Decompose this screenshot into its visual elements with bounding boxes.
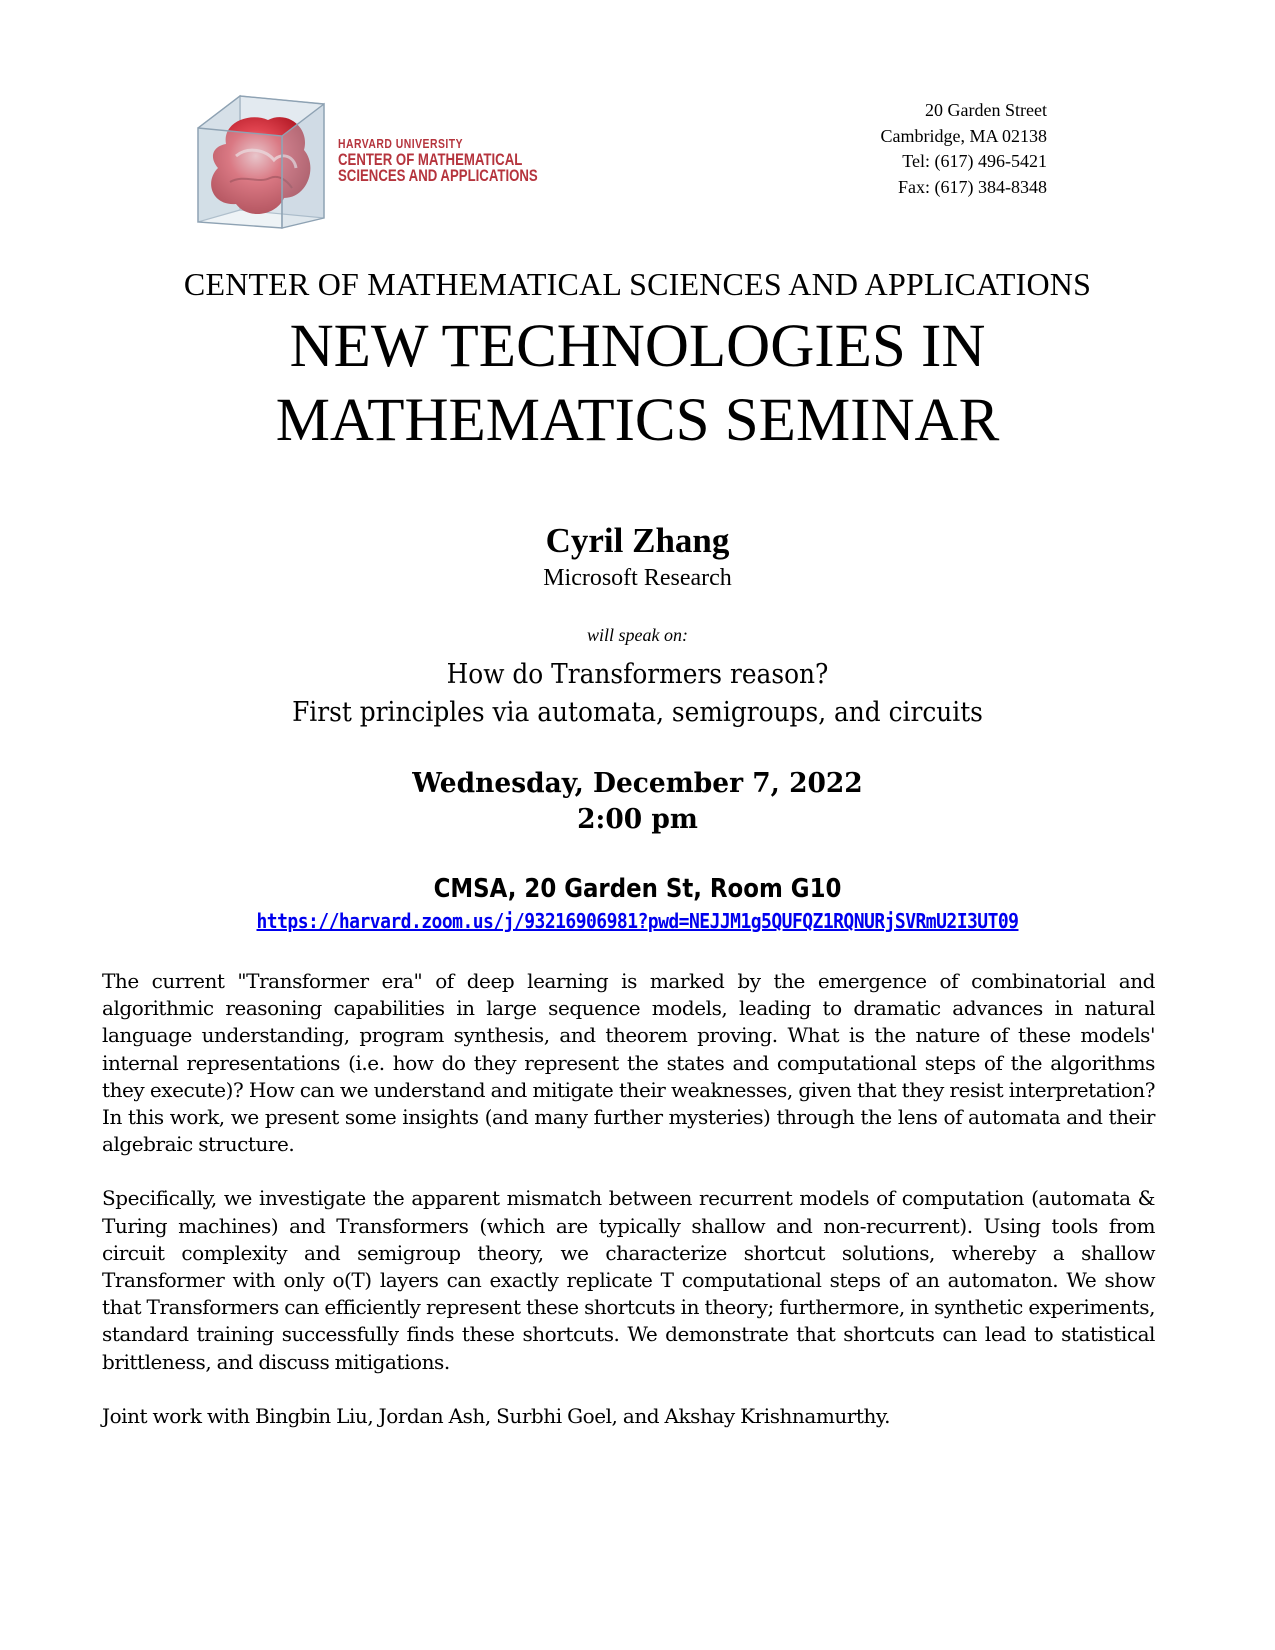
speaker-intro: will speak on: <box>587 625 688 645</box>
talk-title-line2: First principles via automata, semigroups, and circuits <box>292 697 983 728</box>
speaker-affiliation: Microsoft Research <box>543 565 732 591</box>
address-tel: Tel: (617) 496-5421 <box>902 151 1047 171</box>
talk-title <box>51 656 1224 732</box>
address-city: Cambridge, MA 02138 <box>880 125 1047 146</box>
address-block <box>881 98 1048 200</box>
logo-line-center: CENTER OF MATHEMATICAL <box>338 151 523 169</box>
event-time: 2:00 pm <box>577 804 698 835</box>
talk-title-line1: How do Transformers reason? <box>446 659 829 690</box>
joint-work-credits: Joint work with Bingbin Liu, Jordan Ash, Surbhi Goel, and Akshay Krishnamurthy. <box>102 1403 891 1428</box>
cmsa-logo <box>196 94 538 230</box>
abstract-paragraph-1: The current "Transformer era" of deep learning is marked by the emergence of combinatorial and algorithmic reasoning capabilities in large sequence models, leading to dramatic advances in natural language understanding, program synthesis, and theorem proving. What is the nature of these models' internal representations (i.e. how do they represent the states and computational steps of the algorithms they execute)? How can we understand and mitigate their weaknesses, given that they resist interpretation? In this work, we present some insights (and many further mysteries) through the lens of automata and their algebraic structure. <box>102 969 1155 1157</box>
logo-line-sciences: SCIENCES AND APPLICATIONS <box>338 167 538 185</box>
logo-line-university: HARVARD UNIVERSITY <box>338 136 463 151</box>
zoom-link[interactable]: https://harvard.zoom.us/j/93216906981?pwd=NEJJM1g5QUFQZ1RQNURjSVRmU2I3UT09 <box>256 909 1019 933</box>
cube-logo-icon <box>196 94 336 230</box>
address-fax: Fax: (617) 384-8348 <box>898 176 1047 197</box>
seminar-title-line2: MATHEMATICS SEMINAR <box>275 387 1000 454</box>
abstract-paragraph-2: Specifically, we investigate the apparent mismatch between recurrent models of computation (automata & Turing machines) and Transformers (which are typically shallow and non-recurrent). Using tools from circuit complexity and semigroup theory, we characterize shortcut solutions, whereby a shallow Transformer with only o(T) layers can exactly replicate T computational steps of an automaton. We show that Transformers can efficiently represent these shortcuts in theory; furthermore, in synthetic experiments, standard training successfully finds these shortcuts. We demonstrate that shortcuts can lead to statistical brittleness, and discuss mitigations. <box>102 1186 1155 1374</box>
event-location: CMSA, 20 Garden St, Room G10 <box>433 874 842 904</box>
event-date: Wednesday, December 7, 2022 <box>412 768 863 799</box>
logo-wordmark <box>338 136 538 184</box>
address-street: 20 Garden Street <box>925 100 1047 120</box>
zoom-link-row <box>64 908 1212 937</box>
speaker-name: Cyril Zhang <box>545 521 730 560</box>
center-title: CENTER OF MATHEMATICAL SCIENCES AND APPLICATIONS <box>183 266 1092 302</box>
seminar-title-line1: NEW TECHNOLOGIES IN <box>289 313 986 380</box>
seminar-title <box>0 310 1275 458</box>
abstract <box>102 968 1155 1457</box>
